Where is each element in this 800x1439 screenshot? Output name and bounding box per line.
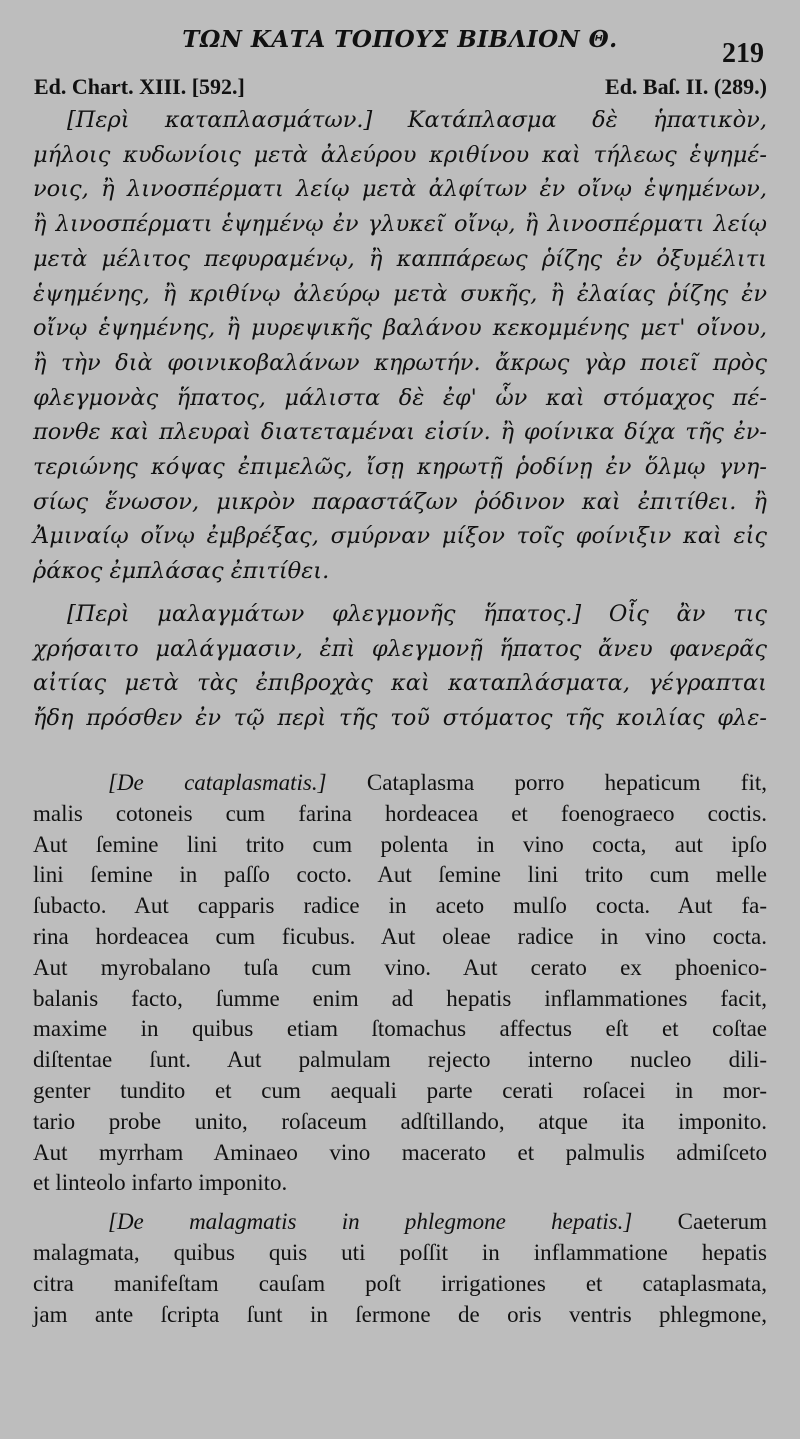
latin-line [33, 1207, 767, 1238]
latin-line: diſtentae ſunt. Aut palmulam rejecto interno nucleo dili- [33, 1047, 767, 1073]
latin-line: malis cotoneis cum farina hordeacea et foenograeco coctis. [33, 800, 767, 826]
latin-line: rina hordeacea cum ficubus. Aut oleae radice in vino cocta. [33, 923, 767, 949]
greek-text-block [33, 103, 767, 736]
greek-line: ἑψημένης, ἢ κριθίνῳ ἀλεύρῳ μετὰ συκῆς, ἢ ἐλαίας ῥίζης ἐν [33, 280, 767, 307]
latin-line: Aut ſemine lini trito cum polenta in vino cocta, aut ipſo [33, 831, 767, 857]
greek-line: μετὰ μέλιτος πεφυραμένῳ, ἢ καππάρεως ῥίζης ἐν ὀξυμέλιτι [33, 245, 767, 272]
latin-text-block [33, 768, 767, 1330]
page-number: 219 [722, 38, 764, 69]
greek-line: [Περὶ μαλαγμάτων φλεγμονῆς ἥπατος.] Οἷς ἂν τις [67, 600, 767, 627]
latin-line: citra manifeſtam cauſam poſt irrigationes et cataplasmata, [33, 1270, 767, 1296]
latin-line: Aut myrobalano tuſa cum vino. Aut cerato ex phoenico- [33, 954, 767, 980]
latin-line: maxime in quibus etiam ſtomachus affectus eſt et coſtae [33, 1016, 767, 1042]
greek-line: αἰτίας μετὰ τὰς ἐπιβροχὰς καὶ καταπλάσματα, γέγραπται [33, 670, 767, 697]
greek-line: ῥάκος ἐμπλάσας ἐπιτίθει. [33, 558, 330, 585]
greek-line: Ἀμιναίῳ οἴνῳ ἐμβρέξας, σμύρναν μίξον τοῖς φοίνιξιν καὶ εἰς [33, 523, 767, 550]
latin-line [33, 768, 767, 799]
latin-line-text: Cataplasma porro hepaticum fit, [326, 770, 767, 795]
latin-section-heading: [De cataplasmatis.] [108, 770, 327, 795]
latin-line: Aut myrrham Aminaeo vino macerato et palmulis admiſceto [33, 1139, 767, 1165]
greek-line: νοις, ἢ λινοσπέρματι λείῳ μετὰ ἀλφίτων ἐν οἴνῳ ἑψημένων, [33, 176, 767, 203]
latin-line: tario probe unito, roſaceum adſtillando, atque ita imponito. [33, 1108, 767, 1134]
latin-line-text: Caeterum [632, 1209, 768, 1235]
greek-line: [Περὶ καταπλασμάτων.] Κατάπλασμα δὲ ἡπατικὸν, [67, 107, 767, 133]
greek-line: μήλοις κυδωνίοις μετὰ ἀλεύρου κριθίνου καὶ τήλεως ἑψημέ- [33, 141, 767, 168]
greek-line: τεριώνης κόψας ἐπιμελῶς, ἴσῃ κηρωτῇ ῥοδίνῃ ἐν ὅλμῳ γνη- [33, 454, 767, 481]
latin-section-heading: [De malagmatis in phlegmone hepatis.] [108, 1209, 633, 1235]
latin-line: genter tundito et cum aequali parte cerati roſacei in mor- [33, 1077, 767, 1103]
edition-reference-right: Ed. Baſ. II. (289.) [605, 74, 767, 99]
latin-line: malagmata, quibus quis uti poſſit in inflammatione hepatis [33, 1239, 767, 1265]
greek-line: οἴνῳ ἑψημένης, ἢ μυρεψικῆς βαλάνου κεκομμένης μετ' οἴνου, [33, 315, 767, 342]
greek-line: σίως ἕνωσον, μικρὸν παραστάζων ῥόδινον καὶ ἐπιτίθει. ἢ [33, 488, 767, 515]
greek-line: φλεγμονὰς ἥπατος, μάλιστα δὲ ἐφ' ὧν καὶ στόμαχος πέ- [33, 384, 767, 411]
latin-line: lini ſemine in paſſo cocto. Aut ſemine lini trito cum melle [33, 862, 767, 888]
latin-line: et linteolo infarto imponito. [33, 1170, 288, 1196]
latin-line: balanis facto, ſumme enim ad hepatis inflammationes facit, [33, 985, 767, 1011]
edition-reference-left: Ed. Chart. XIII. [592.] [34, 74, 245, 99]
greek-line: ἢ λινοσπέρματι ἑψημένῳ ἐν γλυκεῖ οἴνῳ, ἢ λινοσπέρματι λείῳ [33, 211, 767, 238]
greek-line: χρήσαιτο μαλάγμασιν, ἐπὶ φλεγμονῇ ἥπατος ἄνευ φανερᾶς [33, 635, 767, 662]
greek-line: πονθε καὶ πλευραὶ διατεταμέναι εἰσίν. ἢ φοίνικα δίχα τῆς ἐν- [33, 419, 767, 446]
latin-line: jam ante ſcripta ſunt in ſermone de oris ventris phlegmone, [33, 1301, 767, 1327]
running-title: ΤΩΝ ΚΑΤΑ ΤΟΠΟΥΣ ΒΙΒΛΙΟΝ Θ. [182, 26, 618, 53]
greek-line: ἤδη πρόσθεν ἐν τῷ περὶ τῆς τοῦ στόματος τῆς κοιλίας φλε- [33, 704, 767, 731]
latin-line: ſubacto. Aut capparis radice in aceto mulſo cocta. Aut fa- [33, 893, 767, 919]
greek-line: ἢ τὴν διὰ φοινικοβαλάνων κηρωτήν. ἄκρως γὰρ ποιεῖ πρὸς [33, 349, 767, 376]
